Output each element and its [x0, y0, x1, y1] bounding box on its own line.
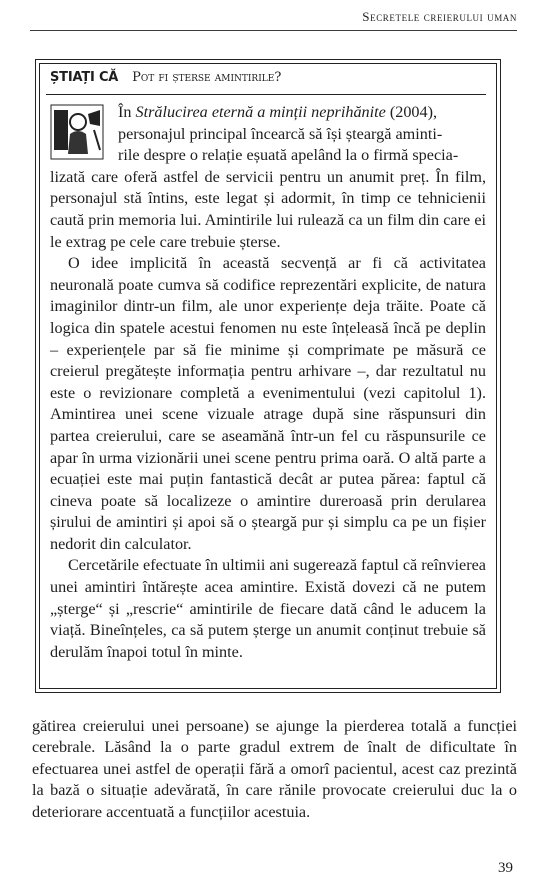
body-text: gătirea creierului unei persoane) se ajunge la pierderea totală a funcției cerebrale. Lăsând la o parte gradul extrem de înalt de dificultate în efectuarea unei astfel de operații fără a omorî pacientul, acest caz prezintă la bază o situație adevărată, în care rănile provocate creierului duc la o deteriorare accentuată a funcțiilor acestuia. [32, 717, 517, 821]
p1-line-2: personajul principal încearcă să își șteargă aminti- [118, 124, 443, 143]
box-paragraph-1 [50, 102, 486, 253]
p1-line-1: În Strălucirea eternă a minții neprihănite (2004), [118, 103, 438, 121]
box-paragraph-3: Cercetările efectuate în ultimii ani sugerează faptul că reînvierea unei amintiri întărește acea amintire. Există dovezi că ne putem „șterge“ și „rescrie“ amintirile de fiecare dată când le aducem la viață. Bineînțeles, ca să putem șterge un anumit conținut trebuie să derulăm înapoi totul în minte. [50, 556, 486, 661]
p1-line-3: rile despre o relație eșuată apelând la o firmă specia- [118, 146, 459, 165]
p1-rest: lizată care oferă astfel de servicii pentru un anumit preț. În film, personajul stă întins, este legat și adormit, în timp ce tehnicienii caută prin memoria lui. Amintirile lui rulează ca un film din care ei le extrag pe cele care trebuie șterse. [50, 167, 486, 251]
header-rule [30, 30, 517, 31]
running-head: Secretele creierului uman [362, 9, 517, 24]
sidebar-box-inner [39, 63, 497, 689]
sidebar-box [35, 59, 501, 693]
box-label: ȘTIAȚI CĂ [50, 70, 119, 85]
box-paragraph-2: O idee implicită în această secvență ar fi că activitatea neuronală poate cumva să codifice reprezentări explicite, de natura imaginilor dintr-un film, ale unor experiențe deja trăite. Poate că logica din spatele acestui fenomen nu este înțeleasă încă pe deplin – experiențele par să fie minime și comprimate pe măsură ce creierul pregătește informația pentru arhivare –, dar rezultatul nu este o revizionare completă a evenimentului (vezi capitolul 1). Amintirea unei scene vizuale atrage după sine răspunsuri din partea creierului, care se aseamănă într-un fel cu răspunsurile ce apar în urma vizionării unei scene pentru prima oară. O altă parte a ecuației este mai puțin fantastică decât ar putea părea: faptul că cineva poate să localizeze o amintire dureroasă prin derularea șirului de amintiri și apoi să o șteargă pur și simplu ca pe un fișier nedorit din calculator. [50, 254, 486, 553]
box-header-rule [46, 94, 486, 95]
box-header [50, 70, 486, 94]
box-title: Pot fi șterse amintirile? [132, 70, 282, 85]
page-number: 39 [498, 860, 513, 876]
film-title: Strălucirea eternă a minții neprihănite [135, 103, 386, 121]
box-body [50, 102, 486, 663]
